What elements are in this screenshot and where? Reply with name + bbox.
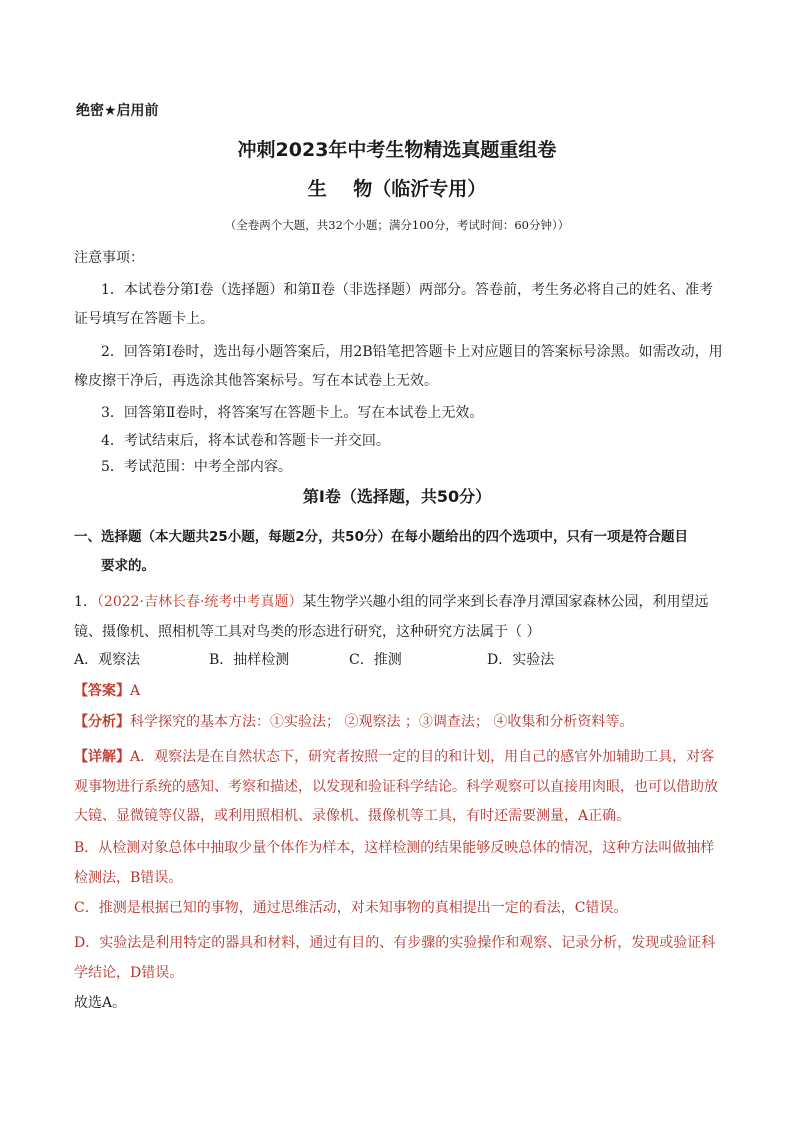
question-options [74, 650, 714, 670]
detail-d: D．实验法是利用特定的器具和材料，通过有目的、有步骤的实验操作和观察、记录分析，发现或验证科学结论，D错误。 [74, 935, 716, 981]
detail-tag: 【详解】 [74, 749, 130, 765]
exam-meta: （全卷两个大题，共32个小题；满分100分，考试时间：60分钟）） [224, 218, 570, 232]
section-instruction-line2: 要求的。 [101, 558, 155, 574]
notice-item-3: 3．回答第Ⅱ卷时，将答案写在答题卡上。写在本试卷上无效。 [101, 405, 484, 421]
question-1 [74, 587, 724, 647]
analysis-tag: 【分析】 [74, 714, 130, 730]
detail-a-text: A．观察法是在自然状态下，研究者按照一定的目的和计划，用自己的感官外加辅助工具，对客观事物进行系统的感知、考察和描述，以发现和验证科学结论。科学观察可以直接用肉眼，也可以借助放大镜、显微镜等仪器，或利用照相机、录像机、摄像机等工具，有时还需要测量，A正确。 [74, 749, 718, 824]
detail-a [74, 743, 726, 832]
question-text: 某生物学兴趣小组的同学来到长春净月潭国家森林公园，利用望远镜、摄像机、照相机等工具对鸟类的形态进行研究，这种研究方法属于（ ） [74, 594, 709, 640]
answer-tag: 【答案】 [74, 683, 130, 699]
option-b: B．抽样检测 [209, 652, 290, 668]
section-title: 第Ⅰ卷（选择题，共50分） [302, 487, 492, 506]
answer-value: A [130, 683, 141, 699]
conclusion: 故选A。 [74, 995, 127, 1011]
question-source: （2022·吉林长春·统考中考真题） [96, 594, 303, 610]
confidential-label: 绝密★启用前 [76, 103, 159, 119]
question-number: 1． [74, 594, 97, 610]
section-instruction [74, 523, 730, 581]
answer-line [74, 681, 140, 701]
exam-subtitle: 生 物（临沂专用） [307, 178, 487, 200]
notice-item-4: 4．考试结束后，将本试卷和答题卡一并交回。 [101, 433, 390, 449]
exam-title: 冲刺2023年中考生物精选真题重组卷 [237, 139, 557, 161]
notice-item-2: 2．回答第Ⅰ卷时，选出每小题答案后，用2B铅笔把答题卡上对应题目的答案标号涂黑。如需改动，用橡皮擦干净后，再选涂其他答案标号。写在本试卷上无效。 [74, 344, 723, 389]
notice-title: 注意事项： [74, 250, 144, 266]
analysis-text: 科学探究的基本方法：①实验法； ②观察法 ；③调查法； ④收集和分析资料等。 [130, 714, 634, 730]
detail-b: B．从检测对象总体中抽取少量个体作为样本，这样检测的结果能够反映总体的情况，这种方法叫做抽样检测法，B错误。 [74, 840, 715, 886]
detail-c: C．推测是根据已知的事物，通过思维活动，对未知事物的真相提出一定的看法，C错误。 [74, 900, 628, 916]
notice-item-1: 1．本试卷分第Ⅰ卷（选择题）和第Ⅱ卷（非选择题）两部分。答卷前，考生务必将自己的姓名、准考证号填写在答题卡上。 [74, 282, 713, 327]
analysis-line [74, 712, 633, 732]
notice-item-5: 5．考试范围：中考全部内容。 [101, 459, 292, 475]
option-a: A．观察法 [74, 652, 141, 668]
section-instruction-line1: 一、选择题（本大题共25小题，每题2分，共50分）在每小题给出的四个选项中，只有一项是符合题目 [74, 529, 688, 545]
option-c: C．推测 [349, 652, 402, 668]
option-d: D．实验法 [487, 652, 555, 668]
